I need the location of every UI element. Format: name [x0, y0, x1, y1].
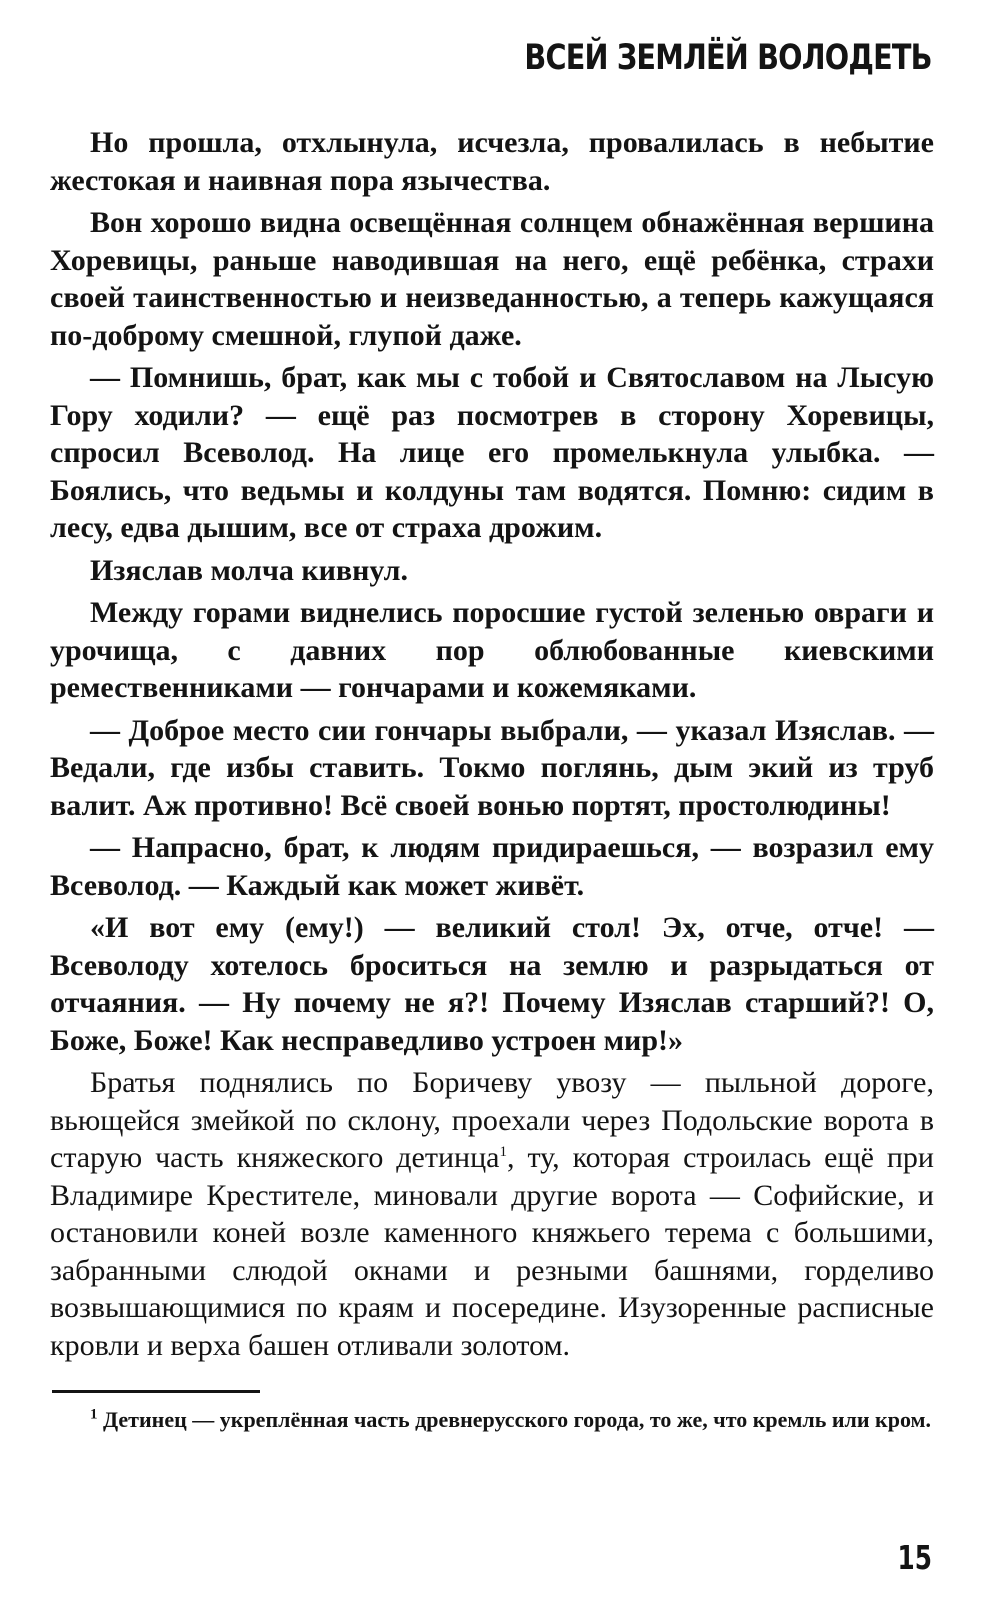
main-text: [50, 124, 934, 1369]
footnote-mark: 1: [90, 1406, 98, 1423]
paragraph: — Доброе место сии гончары выбрали, — указал Изяслав. — Ведали, где избы ставить. Токмо поглянь, дым экий из труб валит. Аж противно! Всё своей вонью портят, простолюдины!: [50, 713, 934, 822]
footnote-divider: [52, 1390, 260, 1393]
paragraph-text-before-ref: Братья поднялись по Боричеву увозу — пыльной дороге, вьющейся змейкой по склону, проехали через Подольские ворота в старую часть княжеского детинца: [50, 1066, 934, 1174]
paragraph: Изяслав молча кивнул.: [90, 553, 409, 587]
paragraph: Но прошла, отхлынула, исчезла, провалилась в небытие жестокая и наивная пора язычества.: [50, 126, 934, 197]
paragraph-with-footnote-ref: [50, 1064, 934, 1364]
running-head: ВСЕЙ ЗЕМЛЁЙ ВОЛОДЕТЬ: [524, 38, 932, 78]
paragraph: Вон хорошо видна освещённая солнцем обнажённая вершина Хоревицы, раньше наводившая на него, ещё ребёнка, страхи своей таинственностью и неизведанностью, а теперь кажущаяся по-доброму смешной, глупой даже.: [50, 206, 934, 352]
page-number: 15: [897, 1538, 932, 1577]
footnote: [50, 1404, 934, 1436]
paragraph: — Напрасно, брат, к людям придираешься, — возразил ему Всеволод. — Каждый как может живёт.: [50, 831, 934, 902]
paragraph: Между горами виднелись поросшие густой зеленью овраги и урочища, с давних пор облюбованные киевскими ремественниками — гончарами и кожемяками.: [50, 596, 934, 704]
paragraph: — Помнишь, брат, как мы с тобой и Святославом на Лысую Гору ходили? — ещё раз посмотрев в сторону Хоревицы, спросил Всеволод. На лице его промелькнула улыбка. — Боялись, что ведьмы и колдуны там водятся. Помню: сидим в лесу, едва дышим, все от страха дрожим.: [50, 361, 934, 544]
paragraph-text-after-ref: , ту, которая строилась ещё при Владимире Крестителе, миновали другие ворота — Софийские, и остановили коней возле каменного княжьего терема с большими, забранными слюдой окнами и резными башнями, горделиво возвышающимися по краям и посередине. Изузоренные расписные кровли и верха башен отливали золотом.: [50, 1141, 934, 1362]
footnote-reference: 1: [499, 1144, 507, 1160]
footnote-text: Детинец — укреплённая часть древнерусского города, то же, что кремль или кром.: [103, 1407, 932, 1432]
paragraph: «И вот ему (ему!) — великий стол! Эх, отче, отче! — Всеволоду хотелось броситься на землю и разрыдаться от отчаяния. — Ну почему не я?! Почему Изяслав старший?! О, Боже, Боже! Как несправедливо устроен мир!»: [50, 911, 934, 1057]
